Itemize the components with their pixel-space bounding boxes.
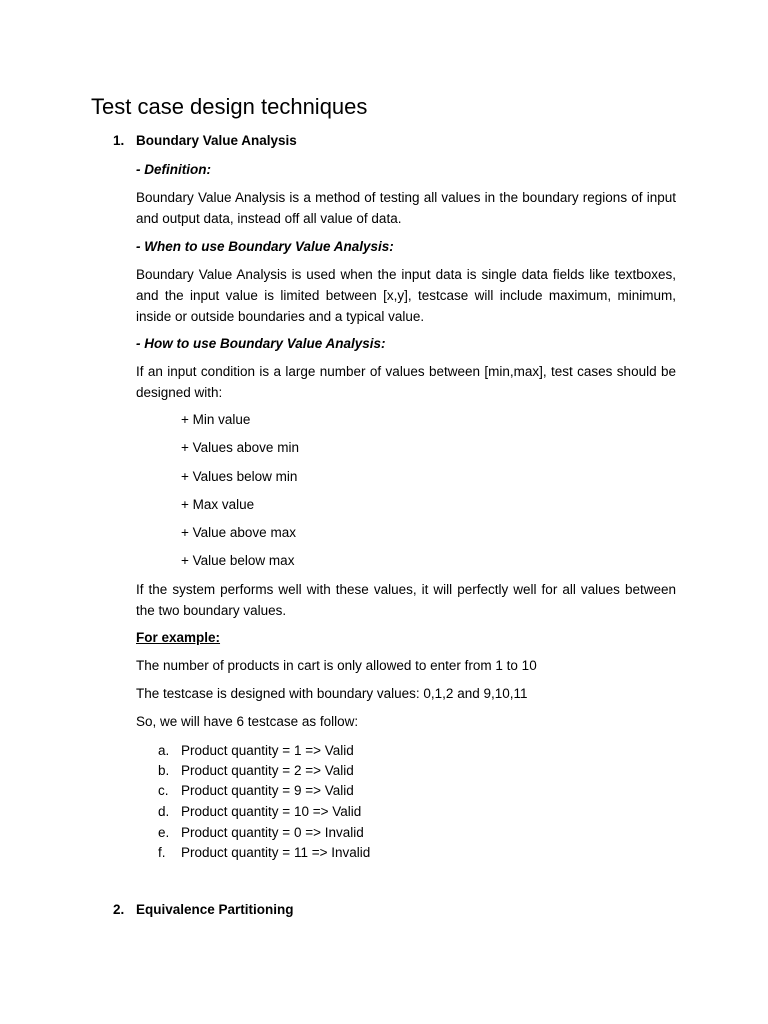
- testcase-letter: f.: [158, 845, 166, 860]
- bullet-item: + Value below max: [181, 553, 295, 568]
- example-line: The number of products in cart is only allowed to enter from 1 to 10: [136, 658, 537, 673]
- testcase-item: Product quantity = 1 => Valid: [181, 743, 354, 758]
- bullet-item: + Values above min: [181, 440, 299, 455]
- when-to-use-label: - When to use Boundary Value Analysis:: [136, 239, 394, 254]
- how-to-use-text: If an input condition is a large number of values between [min,max], test cases should be designed with:: [136, 364, 676, 400]
- bullet-item: + Min value: [181, 412, 251, 427]
- testcase-letter: b.: [158, 763, 170, 778]
- section-1-number: 1.: [113, 133, 125, 148]
- testcase-item: Product quantity = 9 => Valid: [181, 783, 354, 798]
- conclusion-text: If the system performs well with these values, it will perfectly well for all values between the two boundary values.: [136, 582, 676, 618]
- testcase-letter: c.: [158, 783, 169, 798]
- testcase-item: Product quantity = 0 => Invalid: [181, 825, 364, 840]
- definition-text: Boundary Value Analysis is a method of testing all values in the boundary regions of input and output data, instead off all value of data.: [136, 190, 676, 226]
- bullet-item: + Max value: [181, 497, 255, 512]
- section-2-heading: Equivalence Partitioning: [136, 902, 294, 917]
- example-line: The testcase is designed with boundary values: 0,1,2 and 9,10,11: [136, 686, 528, 701]
- when-to-use-text: Boundary Value Analysis is used when the input data is single data fields like textboxes, and the input value is limited between [x,y], testcase will include maximum, minimum, inside or outside boundaries and a typical value.: [136, 267, 676, 324]
- bullet-item: + Value above max: [181, 525, 296, 540]
- section-2-number: 2.: [113, 902, 125, 917]
- page-title: Test case design techniques: [91, 94, 368, 119]
- how-to-use-label: - How to use Boundary Value Analysis:: [136, 336, 386, 351]
- testcase-letter: d.: [158, 804, 170, 819]
- example-label: For example:: [136, 630, 221, 645]
- example-line: So, we will have 6 testcase as follow:: [136, 714, 359, 729]
- definition-label: - Definition:: [136, 162, 211, 177]
- testcase-letter: a.: [158, 743, 170, 758]
- testcase-item: Product quantity = 11 => Invalid: [181, 845, 371, 860]
- bullet-item: + Values below min: [181, 469, 298, 484]
- testcase-item: Product quantity = 10 => Valid: [181, 804, 362, 819]
- testcase-item: Product quantity = 2 => Valid: [181, 763, 354, 778]
- section-1-heading: Boundary Value Analysis: [136, 133, 297, 148]
- testcase-letter: e.: [158, 825, 170, 840]
